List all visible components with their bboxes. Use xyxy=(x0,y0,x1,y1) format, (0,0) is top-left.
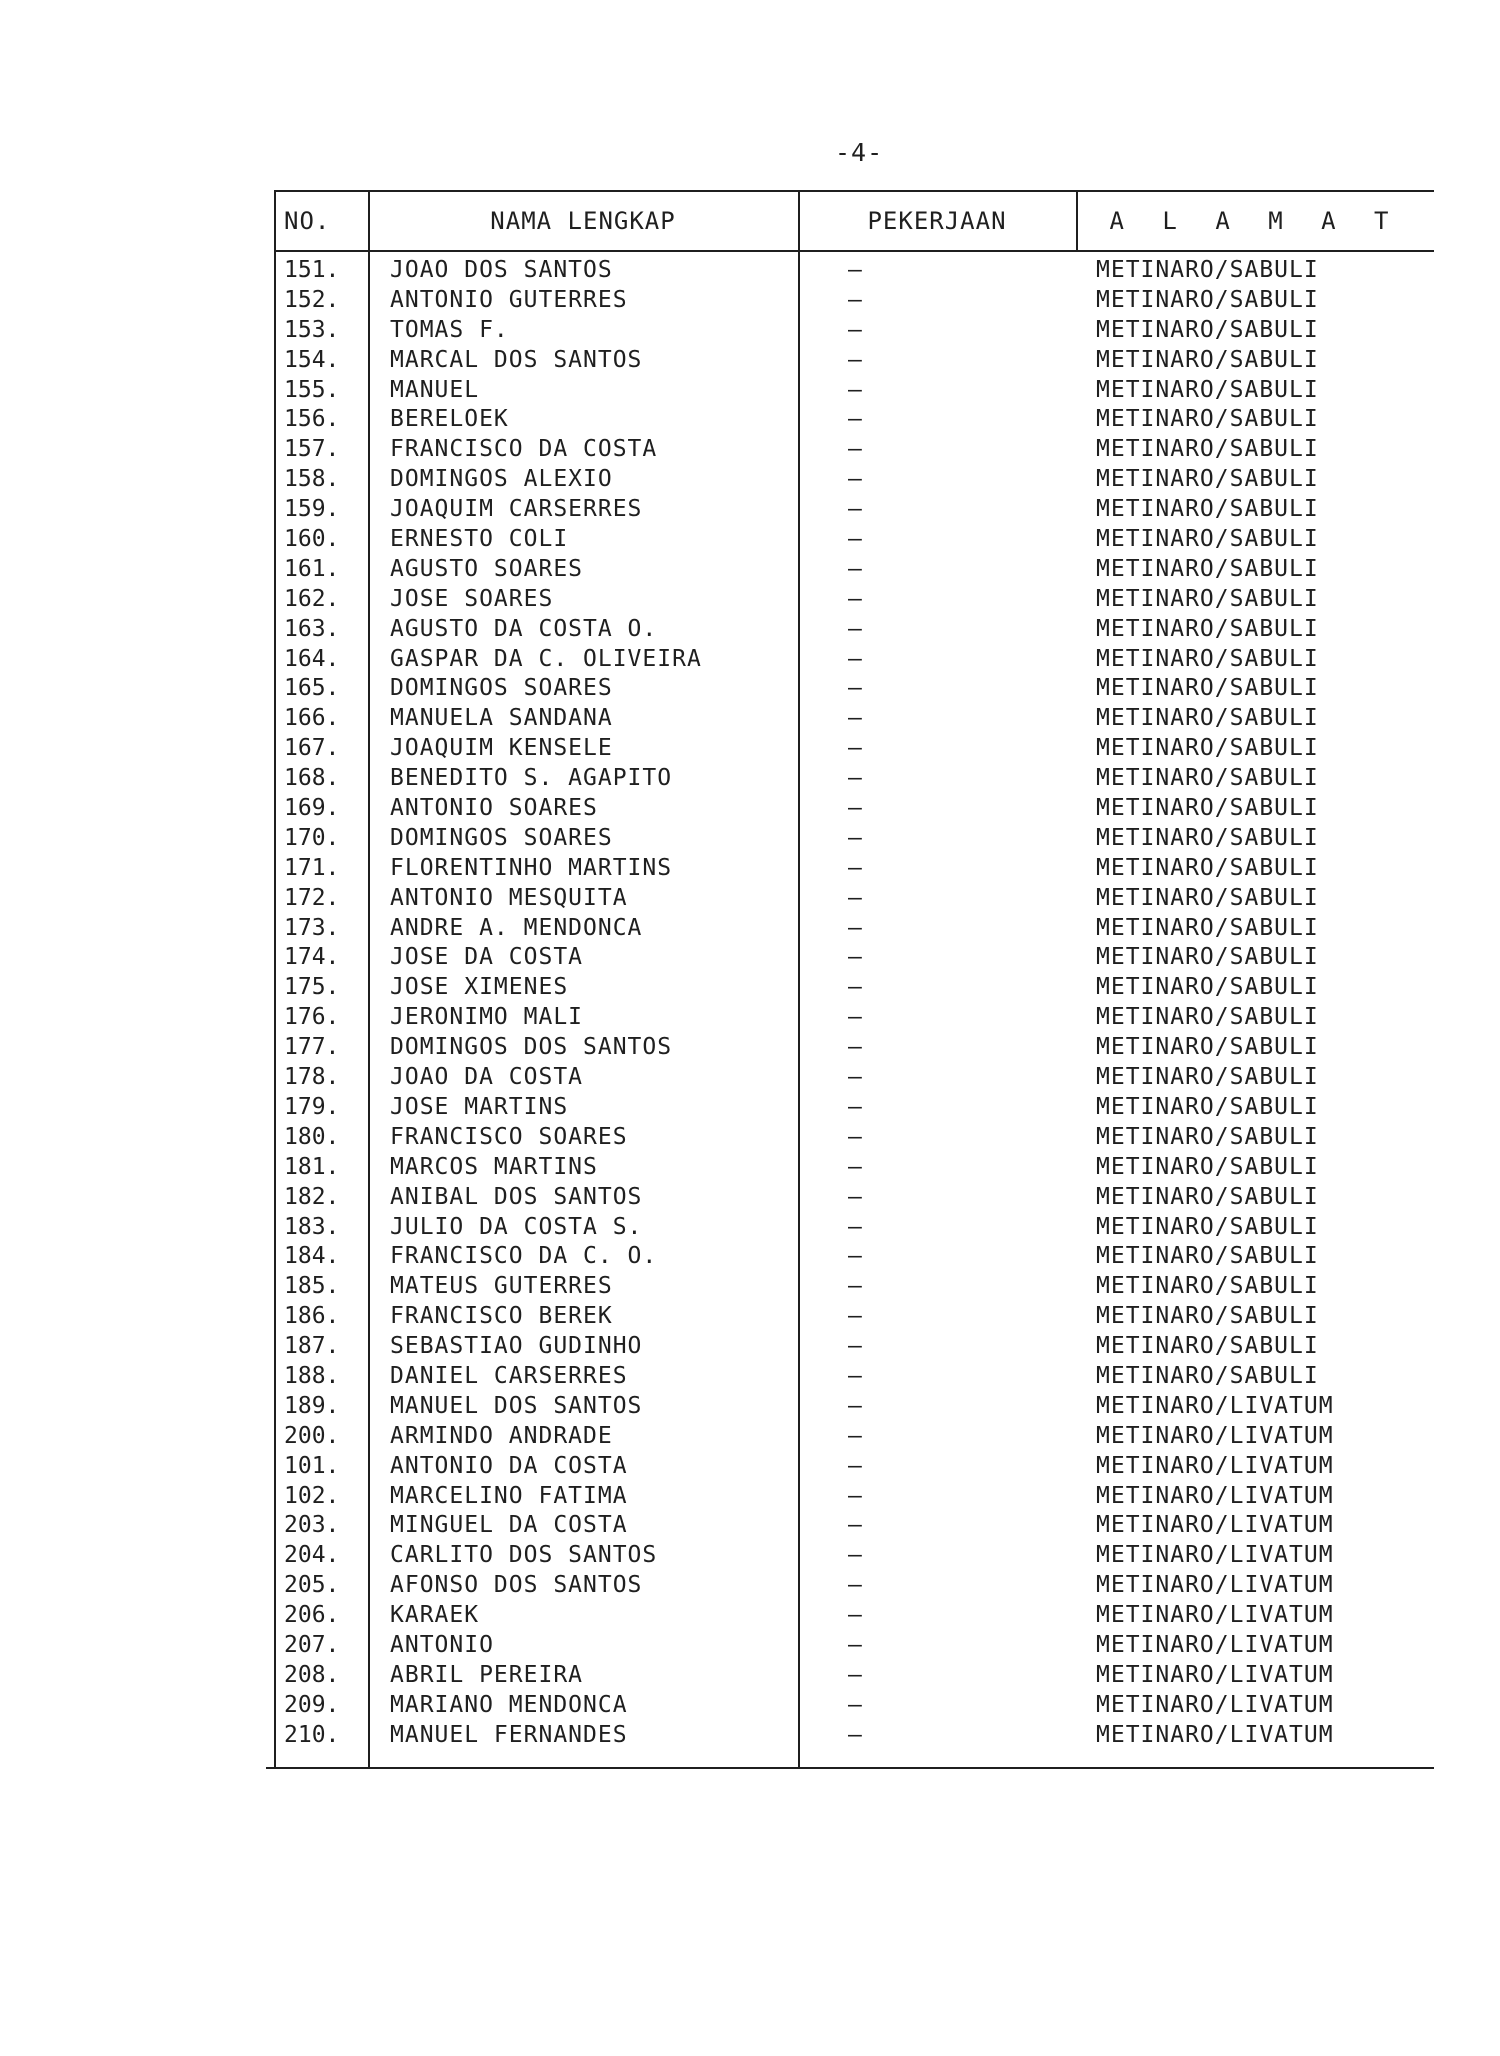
row-job: – xyxy=(848,1602,862,1629)
row-job: – xyxy=(848,1064,862,1091)
row-name: FRANCISCO BEREK xyxy=(390,1303,613,1330)
row-number: 177. xyxy=(284,1034,340,1061)
row-address: METINARO/LIVATUM xyxy=(1096,1452,1334,1479)
row-name: ANTONIO GUTERRES xyxy=(390,286,628,313)
row-job: – xyxy=(848,735,862,762)
table-row xyxy=(274,376,1434,406)
row-name: MANUEL xyxy=(390,376,480,403)
row-name: JOAQUIM CARSERRES xyxy=(390,496,643,523)
table-row xyxy=(274,734,1434,764)
row-job: – xyxy=(848,1452,862,1479)
row-address: METINARO/SABULI xyxy=(1096,316,1319,343)
row-job: – xyxy=(848,884,862,911)
row-job: – xyxy=(848,765,862,792)
row-address: METINARO/SABULI xyxy=(1096,645,1319,672)
row-number: 156. xyxy=(284,406,340,433)
table-row xyxy=(274,824,1434,854)
row-name: MATEUS GUTERRES xyxy=(390,1273,613,1300)
row-name: DOMINGOS DOS SANTOS xyxy=(390,1034,673,1061)
row-job: – xyxy=(848,1422,862,1449)
row-address: METINARO/SABULI xyxy=(1096,675,1319,702)
row-job: – xyxy=(848,526,862,553)
row-job: – xyxy=(848,346,862,373)
row-job: – xyxy=(848,1243,862,1270)
row-number: 157. xyxy=(284,436,340,463)
row-name: KARAEK xyxy=(390,1602,480,1629)
row-name: ARMINDO ANDRADE xyxy=(390,1422,613,1449)
row-job: – xyxy=(848,1093,862,1120)
row-job: – xyxy=(848,974,862,1001)
row-number: 169. xyxy=(284,795,340,822)
row-address: METINARO/LIVATUM xyxy=(1096,1691,1334,1718)
row-address: METINARO/SABULI xyxy=(1096,1064,1319,1091)
row-job: – xyxy=(848,1512,862,1539)
row-address: METINARO/SABULI xyxy=(1096,705,1319,732)
row-job: – xyxy=(848,406,862,433)
row-name: ANTONIO MESQUITA xyxy=(390,884,628,911)
row-name: MARCOS MARTINS xyxy=(390,1153,598,1180)
row-address: METINARO/SABULI xyxy=(1096,615,1319,642)
row-address: METINARO/SABULI xyxy=(1096,735,1319,762)
row-number: 168. xyxy=(284,765,340,792)
row-number: 208. xyxy=(284,1661,340,1688)
row-name: ANTONIO SOARES xyxy=(390,795,598,822)
row-job: – xyxy=(848,914,862,941)
row-name: MARCAL DOS SANTOS xyxy=(390,346,643,373)
row-name: GASPAR DA C. OLIVEIRA xyxy=(390,645,702,672)
table-row xyxy=(274,1033,1434,1063)
row-address: METINARO/SABULI xyxy=(1096,585,1319,612)
row-job: – xyxy=(848,316,862,343)
row-address: METINARO/SABULI xyxy=(1096,496,1319,523)
row-address: METINARO/SABULI xyxy=(1096,1183,1319,1210)
row-number: 189. xyxy=(284,1392,340,1419)
row-number: 210. xyxy=(284,1721,340,1748)
row-job: – xyxy=(848,1183,862,1210)
row-number: 203. xyxy=(284,1512,340,1539)
row-name: JOAQUIM KENSELE xyxy=(390,735,613,762)
row-address: METINARO/SABULI xyxy=(1096,1333,1319,1360)
row-address: METINARO/LIVATUM xyxy=(1096,1392,1334,1419)
row-number: 170. xyxy=(284,824,340,851)
header-name: NAMA LENGKAP xyxy=(490,207,676,235)
row-address: METINARO/SABULI xyxy=(1096,1034,1319,1061)
header-no: NO. xyxy=(284,207,331,235)
row-job: – xyxy=(848,1123,862,1150)
row-name: SEBASTIAO GUDINHO xyxy=(390,1333,643,1360)
table-row xyxy=(274,645,1434,675)
table-row xyxy=(274,555,1434,585)
row-address: METINARO/SABULI xyxy=(1096,406,1319,433)
row-name: DOMINGOS ALEXIO xyxy=(390,466,613,493)
table-row xyxy=(274,1093,1434,1123)
row-number: 163. xyxy=(284,615,340,642)
table-row xyxy=(274,1721,1434,1751)
row-number: 185. xyxy=(284,1273,340,1300)
row-address: METINARO/SABULI xyxy=(1096,526,1319,553)
row-number: 167. xyxy=(284,735,340,762)
row-address: METINARO/LIVATUM xyxy=(1096,1602,1334,1629)
row-number: 153. xyxy=(284,316,340,343)
row-number: 183. xyxy=(284,1213,340,1240)
row-number: 178. xyxy=(284,1064,340,1091)
table-row xyxy=(274,854,1434,884)
row-name: ERNESTO COLI xyxy=(390,526,569,553)
row-number: 154. xyxy=(284,346,340,373)
header-address: A L A M A T xyxy=(1109,207,1401,235)
row-address: METINARO/SABULI xyxy=(1096,286,1319,313)
row-job: – xyxy=(848,1661,862,1688)
row-job: – xyxy=(848,824,862,851)
row-address: METINARO/SABULI xyxy=(1096,1153,1319,1180)
table-row xyxy=(274,1601,1434,1631)
row-job: – xyxy=(848,1392,862,1419)
table-row xyxy=(274,1511,1434,1541)
row-name: JULIO DA COSTA S. xyxy=(390,1213,643,1240)
table-row xyxy=(274,1392,1434,1422)
table-row xyxy=(274,1153,1434,1183)
row-address: METINARO/LIVATUM xyxy=(1096,1631,1334,1658)
table-row xyxy=(274,615,1434,645)
row-name: MANUELA SANDANA xyxy=(390,705,613,732)
row-address: METINARO/SABULI xyxy=(1096,944,1319,971)
row-address: METINARO/SABULI xyxy=(1096,824,1319,851)
row-job: – xyxy=(848,944,862,971)
row-number: 186. xyxy=(284,1303,340,1330)
header-job: PEKERJAAN xyxy=(867,207,1007,235)
row-address: METINARO/SABULI xyxy=(1096,974,1319,1001)
row-address: METINARO/SABULI xyxy=(1096,376,1319,403)
row-number: 174. xyxy=(284,944,340,971)
row-job: – xyxy=(848,585,862,612)
row-address: METINARO/SABULI xyxy=(1096,1093,1319,1120)
row-job: – xyxy=(848,705,862,732)
row-name: AGUSTO DA COSTA O. xyxy=(390,615,658,642)
row-job: – xyxy=(848,675,862,702)
table-row xyxy=(274,1003,1434,1033)
row-job: – xyxy=(848,1721,862,1748)
row-address: METINARO/SABULI xyxy=(1096,257,1319,283)
row-number: 166. xyxy=(284,705,340,732)
table-row xyxy=(274,256,1434,286)
row-name: MARCELINO FATIMA xyxy=(390,1482,628,1509)
row-number: 160. xyxy=(284,526,340,553)
row-name: ANIBAL DOS SANTOS xyxy=(390,1183,643,1210)
row-address: METINARO/SABULI xyxy=(1096,1213,1319,1240)
row-job: – xyxy=(848,466,862,493)
row-address: METINARO/SABULI xyxy=(1096,854,1319,881)
table-body xyxy=(274,256,1434,1751)
table-row xyxy=(274,973,1434,1003)
row-name: CARLITO DOS SANTOS xyxy=(390,1542,658,1569)
row-number: 173. xyxy=(284,914,340,941)
row-job: – xyxy=(848,1303,862,1330)
row-name: FLORENTINHO MARTINS xyxy=(390,854,673,881)
row-address: METINARO/SABULI xyxy=(1096,346,1319,373)
row-number: 179. xyxy=(284,1093,340,1120)
table-row xyxy=(274,1183,1434,1213)
row-number: 207. xyxy=(284,1631,340,1658)
row-name: JERONIMO MALI xyxy=(390,1004,584,1031)
row-name: FRANCISCO DA COSTA xyxy=(390,436,658,463)
row-number: 161. xyxy=(284,555,340,582)
row-number: 158. xyxy=(284,466,340,493)
row-name: FRANCISCO SOARES xyxy=(390,1123,628,1150)
table-header xyxy=(274,190,1434,252)
row-name: DOMINGOS SOARES xyxy=(390,675,613,702)
row-name: JOAO DA COSTA xyxy=(390,1064,584,1091)
row-name: DANIEL CARSERRES xyxy=(390,1362,628,1389)
row-number: 171. xyxy=(284,854,340,881)
table-row xyxy=(274,1332,1434,1362)
row-name: JOSE SOARES xyxy=(390,585,554,612)
row-number: 152. xyxy=(284,286,340,313)
row-number: 184. xyxy=(284,1243,340,1270)
row-name: ANTONIO DA COSTA xyxy=(390,1452,628,1479)
table-row xyxy=(274,405,1434,435)
table-row xyxy=(274,1482,1434,1512)
page-number: -4- xyxy=(835,138,884,167)
row-job: – xyxy=(848,1153,862,1180)
row-job: – xyxy=(848,1333,862,1360)
row-name: JOSE DA COSTA xyxy=(390,944,584,971)
row-name: AGUSTO SOARES xyxy=(390,555,584,582)
row-number: 159. xyxy=(284,496,340,523)
row-job: – xyxy=(848,854,862,881)
table-row xyxy=(274,1541,1434,1571)
row-number: 155. xyxy=(284,376,340,403)
row-name: TOMAS F. xyxy=(390,316,509,343)
row-job: – xyxy=(848,1542,862,1569)
table-row xyxy=(274,465,1434,495)
row-address: METINARO/LIVATUM xyxy=(1096,1721,1334,1748)
row-number: 182. xyxy=(284,1183,340,1210)
row-number: 200. xyxy=(284,1422,340,1449)
row-name: AFONSO DOS SANTOS xyxy=(390,1572,643,1599)
row-number: 175. xyxy=(284,974,340,1001)
row-name: ANDRE A. MENDONCA xyxy=(390,914,643,941)
row-number: 164. xyxy=(284,645,340,672)
register-table xyxy=(274,190,1434,1769)
row-name: BENEDITO S. AGAPITO xyxy=(390,765,673,792)
table-row xyxy=(274,1302,1434,1332)
table-row xyxy=(274,495,1434,525)
row-number: 176. xyxy=(284,1004,340,1031)
table-row xyxy=(274,1272,1434,1302)
table-row xyxy=(274,286,1434,316)
row-address: METINARO/LIVATUM xyxy=(1096,1512,1334,1539)
table-row xyxy=(274,1063,1434,1093)
row-address: METINARO/SABULI xyxy=(1096,466,1319,493)
row-name: JOSE XIMENES xyxy=(390,974,569,1001)
row-number: 101. xyxy=(284,1452,340,1479)
row-job: – xyxy=(848,1362,862,1389)
row-address: METINARO/LIVATUM xyxy=(1096,1542,1334,1569)
row-address: METINARO/SABULI xyxy=(1096,555,1319,582)
row-job: – xyxy=(848,615,862,642)
row-name: ABRIL PEREIRA xyxy=(390,1661,584,1688)
row-address: METINARO/SABULI xyxy=(1096,1303,1319,1330)
table-row xyxy=(274,1422,1434,1452)
row-name: JOSE MARTINS xyxy=(390,1093,569,1120)
row-address: METINARO/SABULI xyxy=(1096,884,1319,911)
row-job: – xyxy=(848,1004,862,1031)
row-address: METINARO/LIVATUM xyxy=(1096,1422,1334,1449)
row-name: DOMINGOS SOARES xyxy=(390,824,613,851)
row-job: – xyxy=(848,1213,862,1240)
row-number: 205. xyxy=(284,1572,340,1599)
table-row xyxy=(274,346,1434,376)
row-job: – xyxy=(848,496,862,523)
row-number: 187. xyxy=(284,1333,340,1360)
row-address: METINARO/SABULI xyxy=(1096,436,1319,463)
table-row xyxy=(274,1661,1434,1691)
row-name: MANUEL FERNANDES xyxy=(390,1721,628,1748)
row-address: METINARO/SABULI xyxy=(1096,1362,1319,1389)
row-name: BERELOEK xyxy=(390,406,509,433)
row-job: – xyxy=(848,555,862,582)
row-address: METINARO/LIVATUM xyxy=(1096,1482,1334,1509)
row-address: METINARO/SABULI xyxy=(1096,1243,1319,1270)
row-address: METINARO/SABULI xyxy=(1096,795,1319,822)
row-number: 181. xyxy=(284,1153,340,1180)
table-row xyxy=(274,674,1434,704)
row-address: METINARO/SABULI xyxy=(1096,1123,1319,1150)
table-row xyxy=(274,764,1434,794)
row-job: – xyxy=(848,1273,862,1300)
table-row xyxy=(274,1691,1434,1721)
row-name: MANUEL DOS SANTOS xyxy=(390,1392,643,1419)
row-number: 165. xyxy=(284,675,340,702)
row-job: – xyxy=(848,286,862,313)
row-number: 162. xyxy=(284,585,340,612)
table-row xyxy=(274,1242,1434,1272)
row-name: MARIANO MENDONCA xyxy=(390,1691,628,1718)
row-name: MINGUEL DA COSTA xyxy=(390,1512,628,1539)
row-name: FRANCISCO DA C. O. xyxy=(390,1243,658,1270)
row-job: – xyxy=(848,436,862,463)
row-address: METINARO/SABULI xyxy=(1096,1273,1319,1300)
row-number: 209. xyxy=(284,1691,340,1718)
table-row xyxy=(274,1452,1434,1482)
row-number: 172. xyxy=(284,884,340,911)
table-row xyxy=(274,525,1434,555)
table-row xyxy=(274,884,1434,914)
row-number: 102. xyxy=(284,1482,340,1509)
row-name: JOAO DOS SANTOS xyxy=(390,257,613,283)
row-name: ANTONIO xyxy=(390,1631,494,1658)
row-number: 180. xyxy=(284,1123,340,1150)
row-job: – xyxy=(848,1631,862,1658)
table-row xyxy=(274,1571,1434,1601)
row-job: – xyxy=(848,257,862,283)
table-row xyxy=(274,435,1434,465)
row-address: METINARO/LIVATUM xyxy=(1096,1661,1334,1688)
table-row xyxy=(274,794,1434,824)
row-number: 206. xyxy=(284,1602,340,1629)
row-address: METINARO/SABULI xyxy=(1096,1004,1319,1031)
table-row xyxy=(274,704,1434,734)
table-row xyxy=(274,1362,1434,1392)
row-address: METINARO/SABULI xyxy=(1096,765,1319,792)
row-job: – xyxy=(848,645,862,672)
table-row xyxy=(274,914,1434,944)
table-bottom-border xyxy=(266,1767,1434,1769)
row-address: METINARO/LIVATUM xyxy=(1096,1572,1334,1599)
table-row xyxy=(274,316,1434,346)
table-row xyxy=(274,585,1434,615)
row-job: – xyxy=(848,1034,862,1061)
row-job: – xyxy=(848,1482,862,1509)
table-row xyxy=(274,1213,1434,1243)
row-number: 151. xyxy=(284,257,340,283)
row-job: – xyxy=(848,1691,862,1718)
row-job: – xyxy=(848,1572,862,1599)
table-row xyxy=(274,943,1434,973)
row-number: 188. xyxy=(284,1362,340,1389)
table-row xyxy=(274,1123,1434,1153)
row-job: – xyxy=(848,795,862,822)
table-row xyxy=(274,1631,1434,1661)
row-address: METINARO/SABULI xyxy=(1096,914,1319,941)
row-number: 204. xyxy=(284,1542,340,1569)
row-job: – xyxy=(848,376,862,403)
